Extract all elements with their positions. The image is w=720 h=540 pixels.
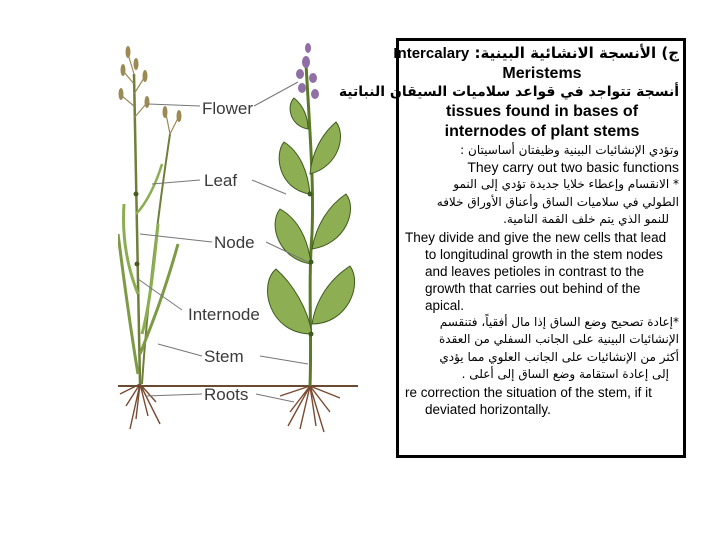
function2-english-1: re correction the situation of the stem, if it	[405, 384, 652, 400]
title-arabic: ج) الأنسجة الانشائية البينية:	[474, 44, 679, 62]
label-roots: Roots	[204, 385, 249, 404]
grass-plant	[118, 46, 182, 384]
definition-english-2: internodes of plant stems	[444, 122, 640, 140]
definition-english-1: tissues found in bases of	[445, 102, 639, 120]
function2-arabic-2: الإنشائيات البينية على الجانب السفلي من العقدة	[439, 332, 679, 346]
label-internode: Internode	[188, 305, 260, 324]
function1-arabic-3: للنمو الذي يتم خلف القمة النامية.	[503, 212, 669, 226]
function1-english-3: and leaves petioles in contrast to the	[425, 263, 645, 279]
function2-arabic-3: أكثر من الإنشائيات على الجانب العلوي مما يؤدي	[439, 349, 679, 364]
functions-english: They carry out two basic functions	[467, 159, 679, 175]
label-flower: Flower	[202, 99, 254, 118]
label-stem: Stem	[204, 347, 244, 366]
function2-english-2: deviated horizontally.	[425, 401, 551, 417]
function1-english-5: apical.	[425, 297, 465, 313]
function2-arabic-4: إلى إعادة استقامة وضع الساق إلى أعلى .	[461, 367, 669, 381]
functions-arabic: وتؤدي الإنشائيات البينية وظيفتان أساسيتان :	[460, 142, 679, 157]
label-leaf: Leaf	[204, 171, 238, 190]
bean-roots	[280, 386, 340, 432]
function2-arabic-1: *إعادة تصحيح وضع الساق إذا مال أفقياً، فتنقسم	[439, 314, 679, 329]
function1-english-2: to longitudinal growth in the stem nodes	[425, 246, 663, 262]
function1-english-1: They divide and give the new cells that lead	[405, 229, 667, 245]
description-panel	[338, 38, 686, 458]
title-english-meristems: Meristems	[502, 65, 582, 82]
grass-roots	[120, 384, 160, 429]
function1-english-4: growth that carries out behind of the	[425, 280, 641, 296]
label-node: Node	[214, 233, 255, 252]
function1-arabic-2: الطولي في سلاميات الساق وأعناق الأوراق خلافه	[436, 194, 679, 209]
title-english-intercalary: Intercalary	[393, 45, 470, 62]
definition-arabic: أنسجة تتواجد في قواعد سلاميات السيقان النباتية	[338, 84, 679, 100]
title-row	[393, 43, 679, 64]
function1-arabic-1: * الانقسام وإعطاء خلايا جديدة تؤدي إلى النمو	[453, 177, 679, 191]
